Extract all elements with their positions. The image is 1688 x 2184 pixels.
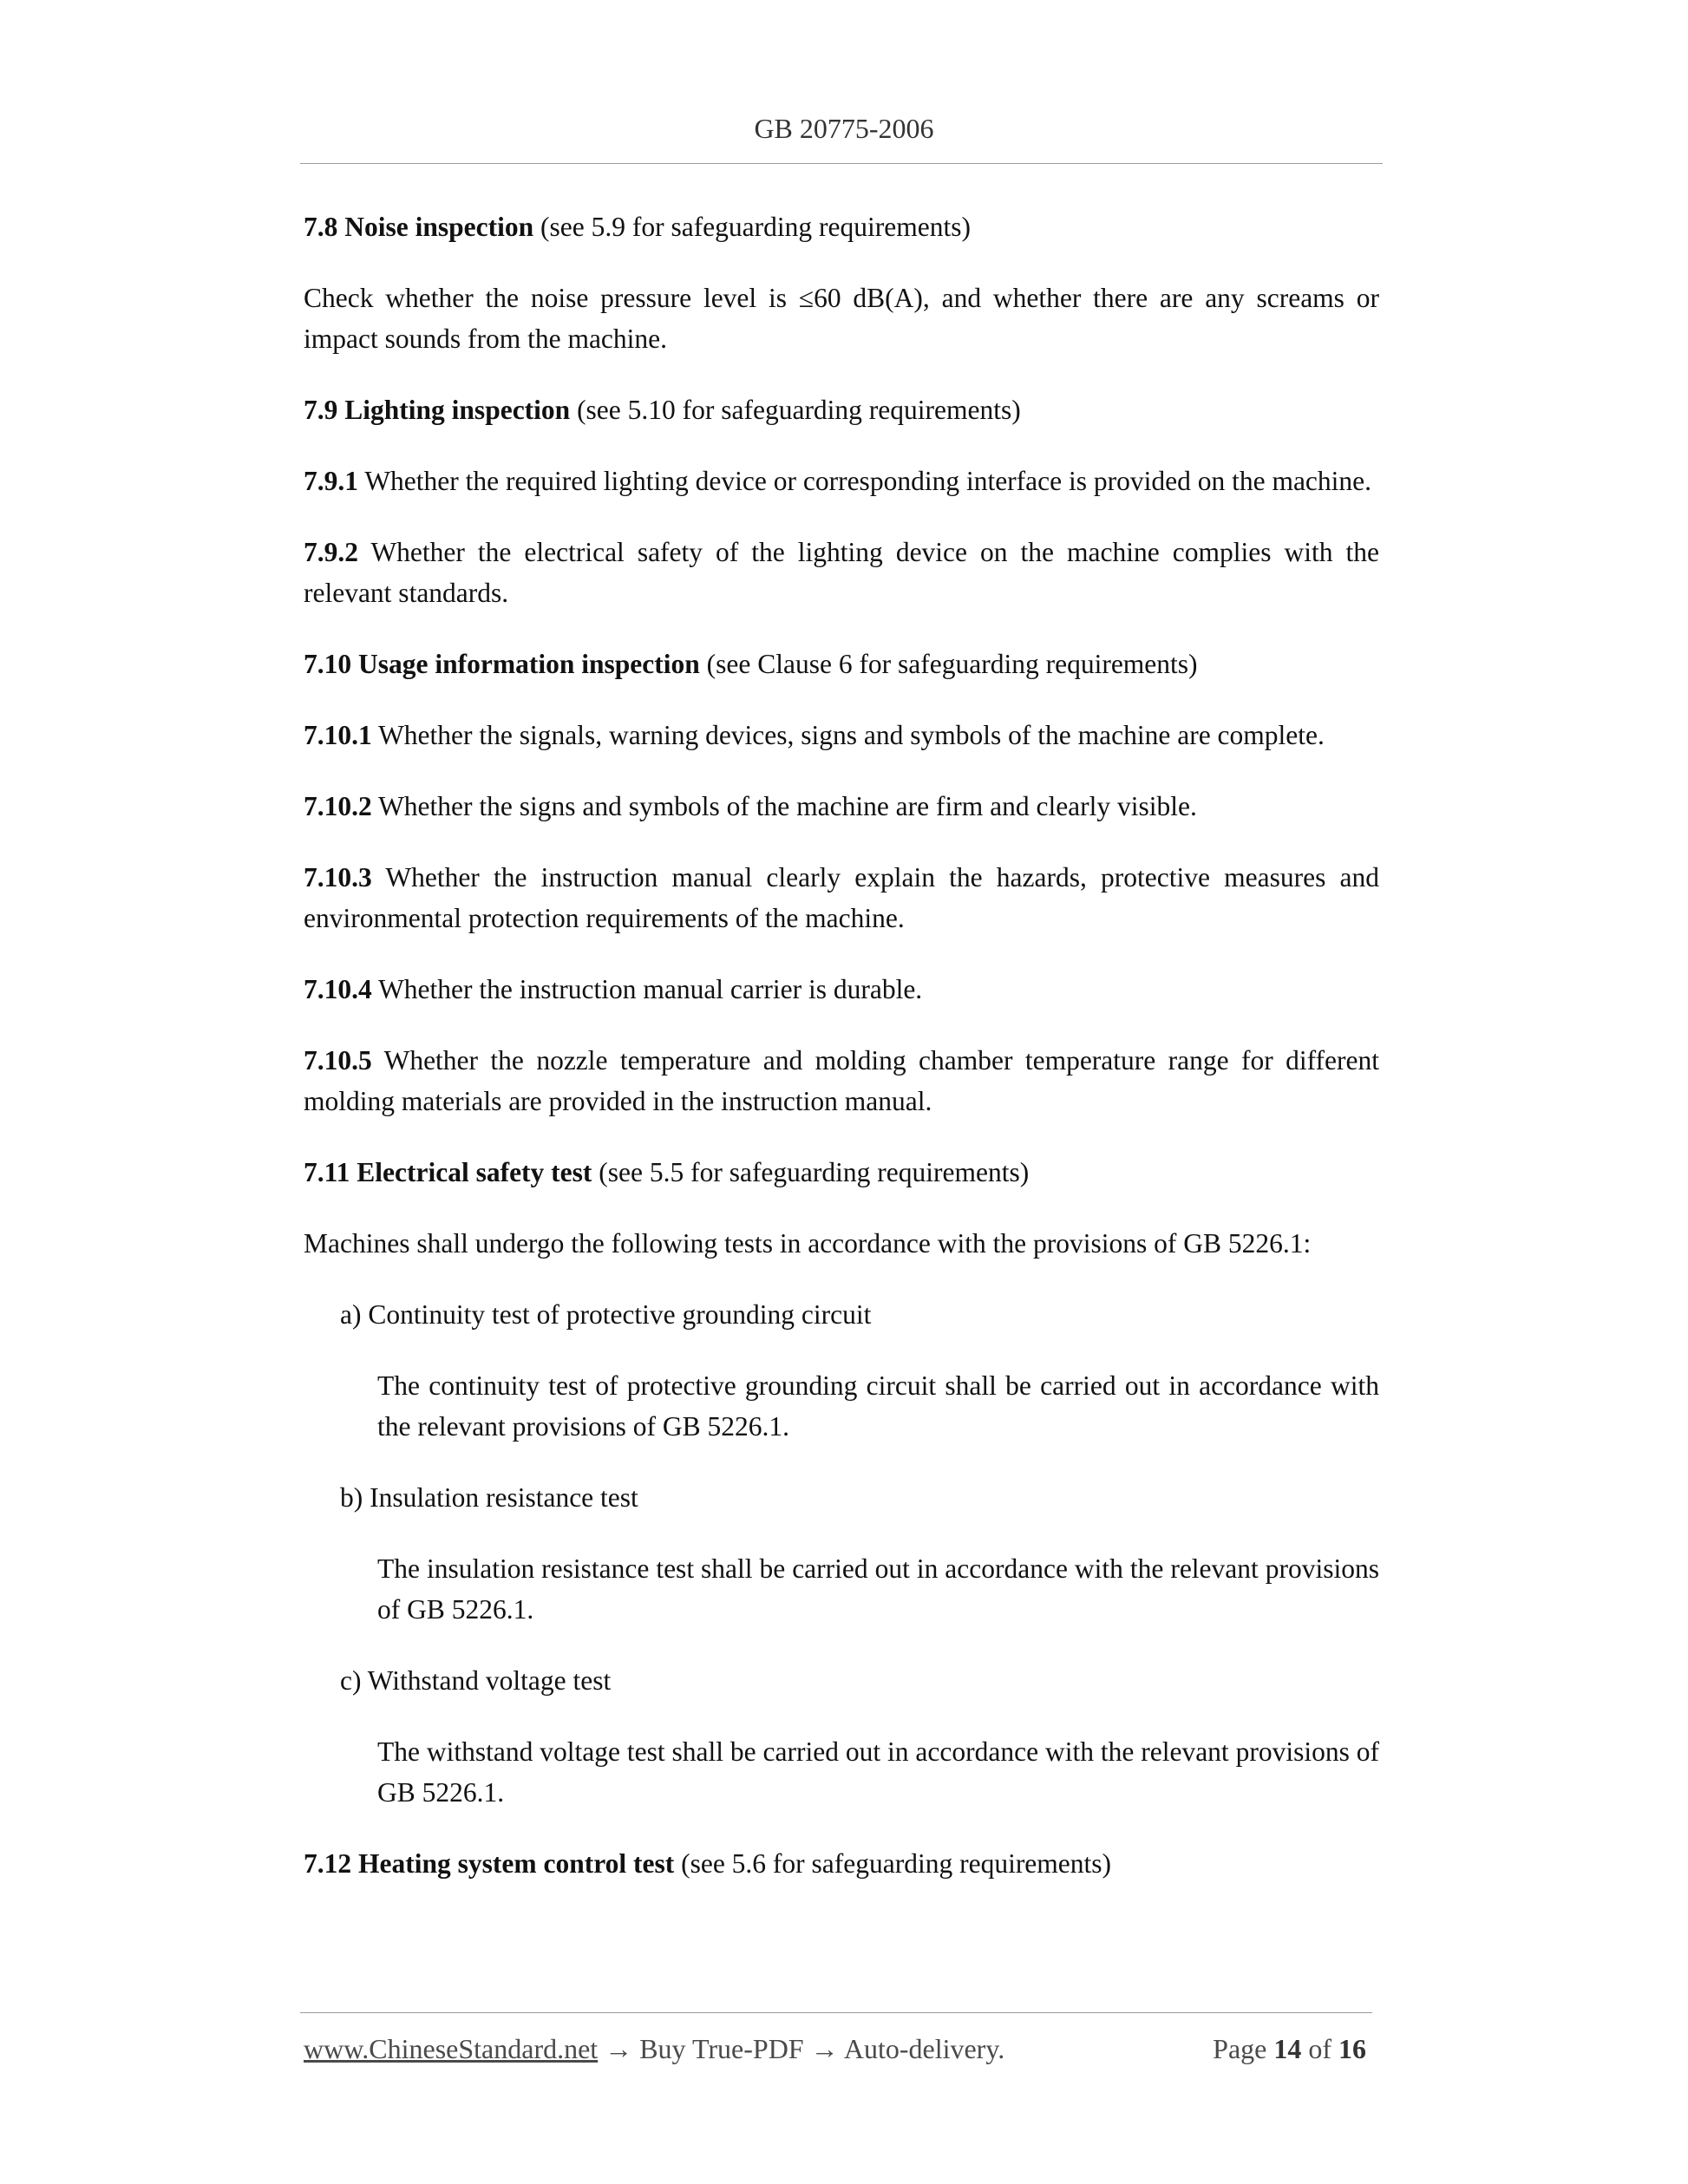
clause-number: 7.9.1: [304, 466, 358, 496]
list-item-body: The insulation resistance test shall be carried out in accordance with the relevant provisions of GB 5226.1.: [377, 1553, 1379, 1625]
list-item-body: The withstand voltage test shall be carried out in accordance with the relevant provisions of GB 5226.1.: [377, 1736, 1379, 1808]
section-title: Noise inspection: [344, 212, 534, 242]
footer-promo: [304, 2030, 1004, 2068]
clause-text: Whether the signs and symbols of the machine are firm and clearly visible.: [378, 791, 1197, 821]
list-item-label: c) Withstand voltage test: [340, 1665, 612, 1696]
section-reference: (see 5.9 for safeguarding requirements): [540, 212, 971, 242]
buy-text: Buy True-PDF: [639, 2033, 804, 2064]
clause-number: 7.10.3: [304, 862, 372, 893]
section-number: 7.11: [304, 1157, 350, 1187]
of-label: of: [1308, 2033, 1331, 2064]
clause-7-9-1: [304, 461, 1379, 501]
clause-7-10-2: [304, 786, 1379, 827]
clause-text: Whether the instruction manual clearly explain the hazards, protective measures and environmental protection requirements of the machine.: [304, 862, 1379, 933]
section-7-11-text: Machines shall undergo the following tests in accordance with the provisions of GB 5226.1:: [304, 1228, 1312, 1259]
section-number: 7.10: [304, 649, 352, 679]
section-7-12-heading: [304, 1843, 1379, 1884]
section-number: 7.12: [304, 1848, 352, 1879]
clause-text: Whether the required lighting device or corresponding interface is provided on the machine.: [364, 466, 1372, 496]
section-7-11-heading: [304, 1152, 1379, 1193]
clause-number: 7.10.5: [304, 1045, 372, 1076]
section-7-10-heading: [304, 644, 1379, 684]
clause-number: 7.10.2: [304, 791, 372, 821]
page-number: [1213, 2030, 1366, 2068]
page-current: 14: [1273, 2033, 1302, 2064]
section-title: Electrical safety test: [357, 1157, 592, 1187]
section-number: 7.9: [304, 395, 338, 425]
page-total: 16: [1338, 2033, 1366, 2064]
page-label: Page: [1213, 2033, 1267, 2064]
clause-7-10-3: [304, 857, 1379, 938]
section-reference: (see 5.10 for safeguarding requirements): [577, 395, 1021, 425]
document-body: [304, 206, 1379, 1914]
clause-text: Whether the signals, warning devices, signs and symbols of the machine are complete.: [378, 720, 1325, 750]
clause-7-9-2: [304, 532, 1379, 613]
section-number: 7.8: [304, 212, 338, 242]
page-header-title: GB 20775-2006: [754, 113, 934, 144]
section-7-8-heading: [304, 206, 1379, 247]
footer-divider: [300, 2012, 1372, 2013]
clause-7-10-5: [304, 1040, 1379, 1121]
arrow-icon: →: [605, 2033, 633, 2064]
list-item-label: b) Insulation resistance test: [340, 1482, 638, 1513]
arrow-icon: →: [810, 2033, 839, 2064]
clause-text: Whether the instruction manual carrier is durable.: [378, 974, 923, 1004]
section-reference: (see 5.6 for safeguarding requirements): [681, 1848, 1112, 1879]
section-reference: (see Clause 6 for safeguarding requirements): [706, 649, 1198, 679]
clause-7-10-1: [304, 715, 1379, 755]
section-title: Heating system control test: [358, 1848, 675, 1879]
clause-number: 7.9.2: [304, 537, 358, 567]
section-7-9-heading: [304, 389, 1379, 430]
clause-7-10-4: [304, 969, 1379, 1010]
website-link[interactable]: www.ChineseStandard.net: [304, 2033, 599, 2064]
clause-number: 7.10.4: [304, 974, 372, 1004]
clause-number: 7.10.1: [304, 720, 372, 750]
section-title: Usage information inspection: [358, 649, 700, 679]
delivery-text: Auto-delivery.: [843, 2033, 1005, 2064]
section-title: Lighting inspection: [344, 395, 571, 425]
list-item-label: a) Continuity test of protective grounding circuit: [340, 1299, 872, 1330]
clause-text: Whether the nozzle temperature and molding chamber temperature range for different molding materials are provided in the instruction manual.: [304, 1045, 1380, 1116]
clause-text: Whether the electrical safety of the lighting device on the machine complies with the relevant standards.: [304, 537, 1379, 608]
section-reference: (see 5.5 for safeguarding requirements): [599, 1157, 1030, 1187]
section-7-8-text: Check whether the noise pressure level is ≤60 dB(A), and whether there are any screams or impact sounds from the machine.: [304, 283, 1379, 354]
list-item-body: The continuity test of protective grounding circuit shall be carried out in accordance with the relevant provisions of GB 5226.1.: [377, 1370, 1379, 1442]
header-divider: [300, 163, 1383, 164]
